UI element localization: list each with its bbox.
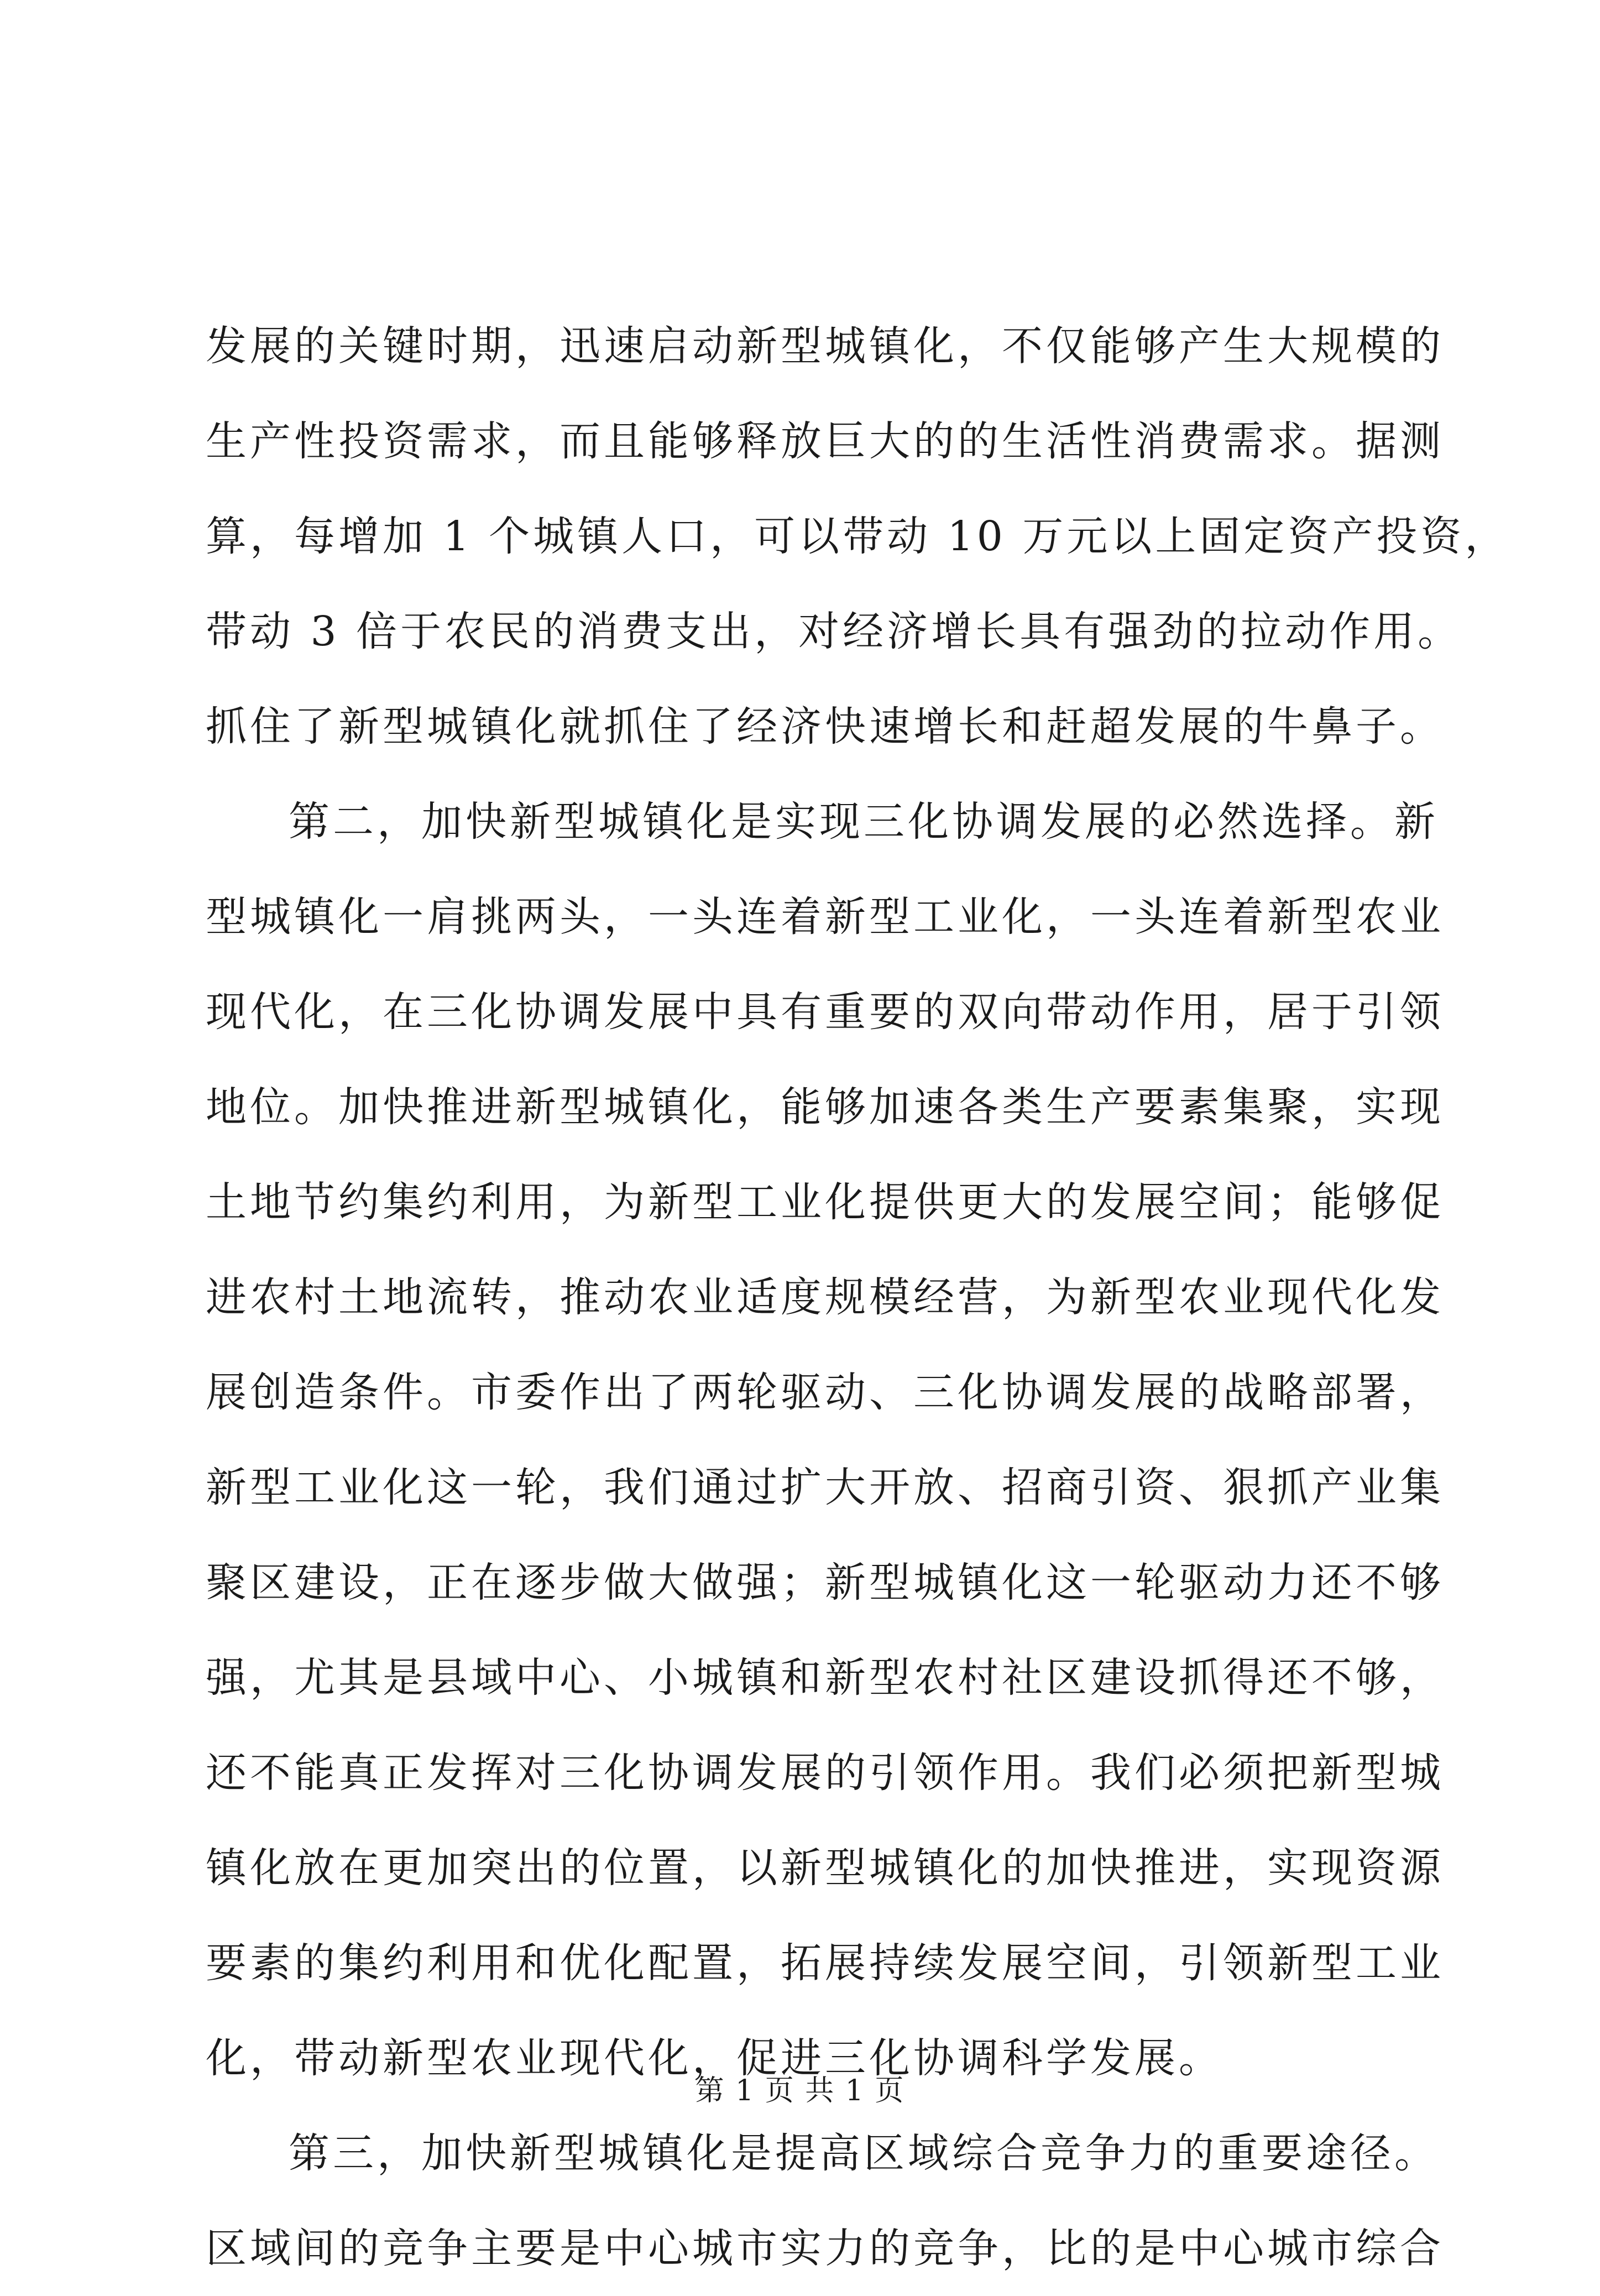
text-line: 带动 3 倍于农民的消费支出，对经济增长具有强劲的拉动作用。 bbox=[206, 608, 1462, 655]
text-line: 地位。加快推进新型城镇化，能够加速各类生产要素集聚，实现 bbox=[206, 1083, 1444, 1131]
text-line: 抓住了新型城镇化就抓住了经济快速增长和赶超发展的牛鼻子。 bbox=[206, 703, 1444, 750]
text-line: 展创造条件。市委作出了两轮驱动、三化协调发展的战略部署， bbox=[206, 1369, 1444, 1416]
text-line: 要素的集约利用和优化配置，拓展持续发展空间，引领新型工业 bbox=[206, 1939, 1444, 1987]
paragraph-end-line: 化，带动新型农业现代化，促进三化协调科学发展。 bbox=[206, 2034, 1223, 2082]
text-line: 聚区建设，正在逐步做大做强；新型城镇化这一轮驱动力还不够 bbox=[206, 1559, 1444, 1606]
text-line: 进农村土地流转，推动农业适度规模经营，为新型农业现代化发 bbox=[206, 1274, 1444, 1321]
text-line: 算，每增加 1 个城镇人口，可以带动 10 万元以上固定资产投资， bbox=[206, 513, 1509, 560]
text-line: 型城镇化一肩挑两头，一头连着新型工业化，一头连着新型农业 bbox=[206, 893, 1444, 941]
text-line: 新型工业化这一轮，我们通过扩大开放、招商引资、狠抓产业集 bbox=[206, 1464, 1444, 1511]
paragraph-start-line: 第二，加快新型城镇化是实现三化协调发展的必然选择。新 bbox=[289, 798, 1439, 846]
paragraph-start-line: 第三，加快新型城镇化是提高区域综合竞争力的重要途径。 bbox=[289, 2130, 1439, 2177]
text-line: 现代化，在三化协调发展中具有重要的双向带动作用，居于引领 bbox=[206, 988, 1444, 1036]
text-line: 镇化放在更加突出的位置，以新型城镇化的加快推进，实现资源 bbox=[206, 1844, 1444, 1892]
text-line: 土地节约集约利用，为新型工业化提供更大的发展空间；能够促 bbox=[206, 1178, 1444, 1226]
text-line: 还不能真正发挥对三化协调发展的引领作用。我们必须把新型城 bbox=[206, 1749, 1444, 1797]
text-line: 生产性投资需求，而且能够释放巨大的的生活性消费需求。据测 bbox=[206, 418, 1444, 465]
document-body bbox=[206, 299, 1509, 2296]
text-line: 发展的关键时期，迅速启动新型城镇化，不仅能够产生大规模的 bbox=[206, 322, 1444, 370]
text-line: 区域间的竞争主要是中心城市实力的竞争，比的是中心城市综合 bbox=[206, 2225, 1444, 2272]
text-line: 强，尤其是县域中心、小城镇和新型农村社区建设抓得还不够， bbox=[206, 1654, 1444, 1702]
page-number-footer: 第 1 页 共 1 页 bbox=[695, 2074, 905, 2107]
